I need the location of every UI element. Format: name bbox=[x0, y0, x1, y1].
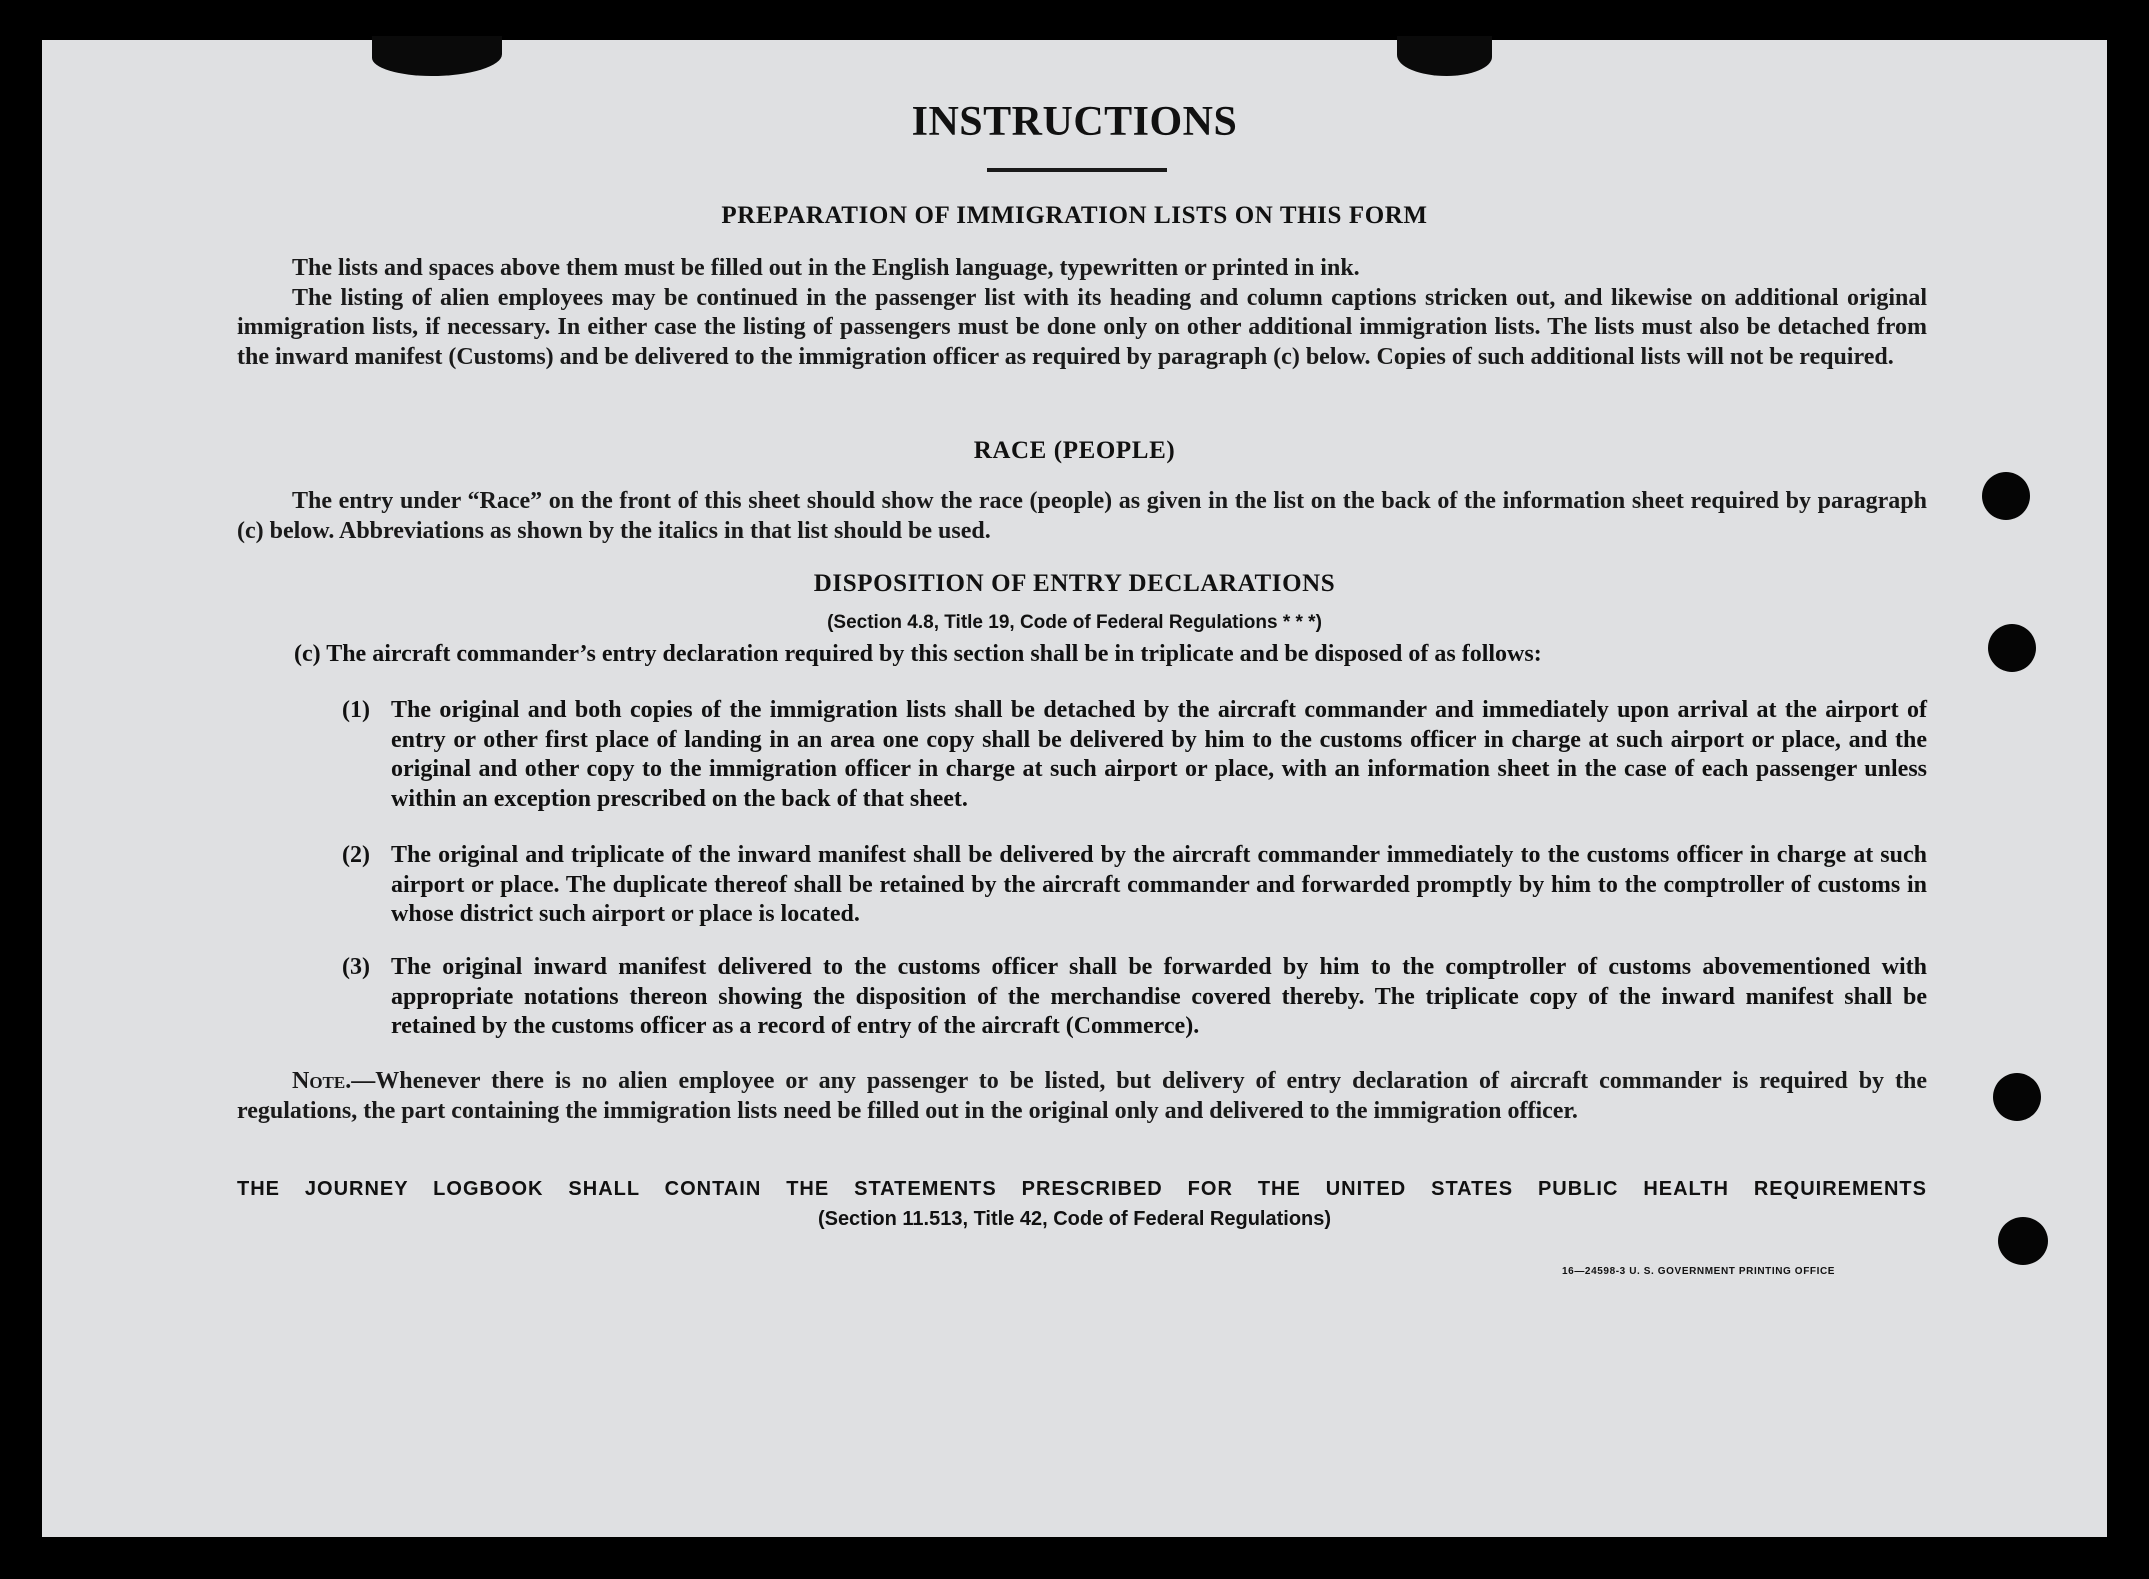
document-page bbox=[42, 40, 2107, 1537]
public-health-statement: THE JOURNEY LOGBOOK SHALL CONTAIN THE STATEMENTS PRESCRIBED FOR THE UNITED STATES PUBLIC HEALTH REQUIREMENTS bbox=[237, 1178, 1927, 1200]
note-label: Note. bbox=[292, 1068, 352, 1094]
item-number: (3) bbox=[342, 954, 370, 980]
note-paragraph bbox=[237, 1067, 1927, 1126]
title-rule bbox=[987, 168, 1167, 172]
page-title: INSTRUCTIONS bbox=[911, 99, 1238, 145]
section-heading-race: RACE (PEOPLE) bbox=[973, 437, 1176, 464]
note-text: —Whenever there is no alien employee or any passenger to be listed, but delivery of entry declaration of aircraft commander is required by the regulations, the part containing the immigration lists need be filled out in the original only and delivered to the immigration officer. bbox=[237, 1068, 1927, 1124]
regulation-citation: (Section 4.8, Title 19, Code of Federal Regulations * * *) bbox=[827, 612, 1322, 633]
burn-mark-left bbox=[372, 36, 502, 76]
printing-office-code: 16—24598-3 U. S. GOVERNMENT PRINTING OFFICE bbox=[1562, 1266, 1836, 1277]
section-race-body bbox=[237, 487, 1927, 546]
item-number: (2) bbox=[342, 842, 370, 868]
section-heading-disposition: DISPOSITION OF ENTRY DECLARATIONS bbox=[813, 570, 1336, 597]
paragraph: The listing of alien employees may be continued in the passenger list with its heading and column captions stricken out, and likewise on additional original immigration lists, if necessary. In either case the listing of passengers must be done only on other additional immigration lists. The lists must also be detached from the inward manifest (Customs) and be delivered to the immigration officer as required by paragraph (c) below. Copies of such additional lists will not be required. bbox=[237, 284, 1927, 370]
punch-hole bbox=[1993, 1073, 2041, 1121]
item-number: (1) bbox=[342, 697, 370, 723]
item-text: The original inward manifest delivered to the customs officer shall be forwarded by him to the comptroller of customs abovementioned with appropriate notations thereon showing the disposition of the merchandise covered thereby. The triplicate copy of the inward manifest shall be retained by the customs officer as a record of entry of the aircraft (Commerce). bbox=[391, 954, 1927, 1039]
paragraph-c: (c) The aircraft commander’s entry declaration required by this section shall be in triplicate and be disposed of as follows: bbox=[294, 641, 1542, 667]
burn-mark-right bbox=[1397, 36, 1492, 76]
section-heading-preparation: PREPARATION OF IMMIGRATION LISTS ON THIS FORM bbox=[721, 202, 1428, 229]
paragraph: The lists and spaces above them must be filled out in the English language, typewritten or printed in ink. bbox=[292, 255, 1360, 281]
item-text: The original and triplicate of the inward manifest shall be delivered by the aircraft commander immediately to the customs officer in charge at such airport or place. The duplicate thereof shall be retained by the aircraft commander and forwarded promptly by him to the comptroller of customs in whose district such airport or place is located. bbox=[391, 842, 1927, 927]
list-item bbox=[342, 841, 1927, 930]
item-text: The original and both copies of the immigration lists shall be detached by the aircraft commander and immediately upon arrival at the airport of entry or other first place of landing in an area one copy shall be delivered by him to the customs officer in charge at such airport or place, and the original and other copy to the immigration officer in charge at such airport or place, with an information sheet in the case of each passenger unless within an exception prescribed on the back of that sheet. bbox=[391, 697, 1927, 812]
paragraph: The entry under “Race” on the front of this sheet should show the race (people) as given in the list on the back of the information sheet required by paragraph (c) below. Abbreviations as shown by the italics in that list should be used. bbox=[237, 488, 1927, 544]
punch-hole bbox=[1982, 472, 2030, 520]
list-item bbox=[342, 696, 1927, 814]
section-preparation-body bbox=[237, 254, 1927, 372]
footer-citation: (Section 11.513, Title 42, Code of Federal Regulations) bbox=[817, 1208, 1332, 1230]
list-item bbox=[342, 953, 1927, 1042]
note-block bbox=[237, 1067, 1927, 1126]
